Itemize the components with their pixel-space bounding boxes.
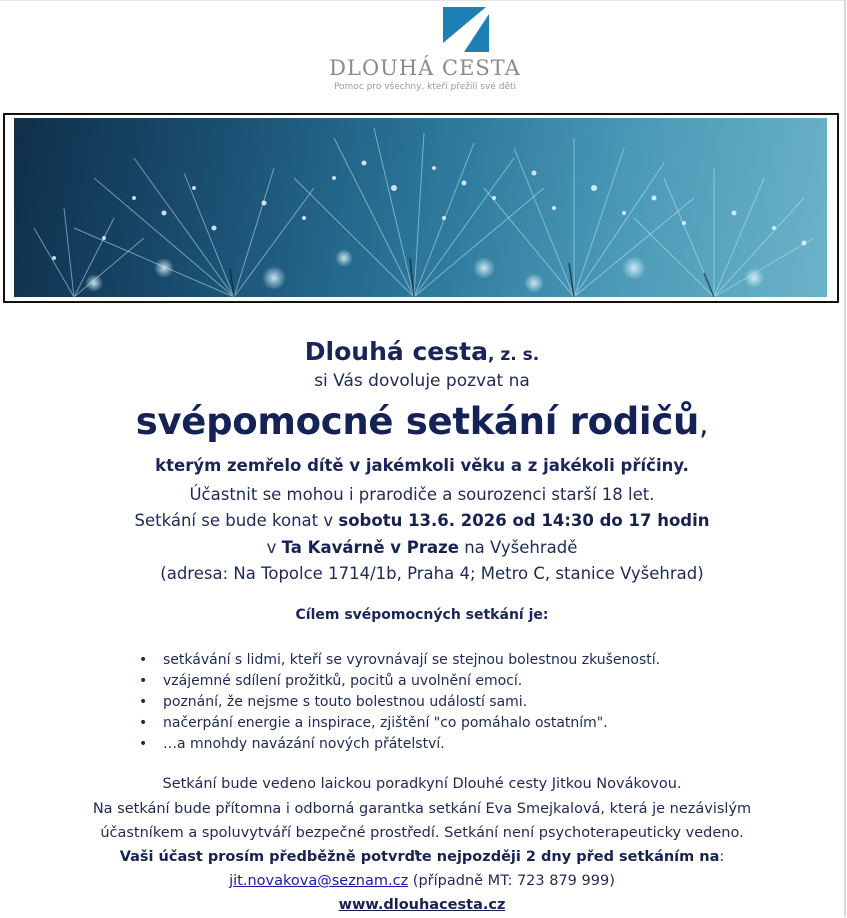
page-edge-line [844,0,846,917]
guarantor-line: Na setkání bude přítomna i odborná garantka setkání Eva Smejkalová, která je nezávislým [92,801,752,817]
goal-item: • …a mnohdy navázání nových přátelství. [130,734,660,755]
website-link[interactable]: www.dlouhacesta.cz [338,897,506,913]
invite-line: si Vás dovoluje pozvat na [314,371,530,391]
venue-suffix: na Vyšehradě [458,538,578,557]
logo [300,0,550,100]
rsvp-colon: : [719,849,725,865]
email-link[interactable]: jit.novakova@seznam.cz [229,873,409,889]
goal-item: • vzájemné sdílení prožitků, pocitů a uvolnění emocí. [130,671,660,692]
goal-item: • poznání, že nejsme s touto bolestnou událostí sami. [130,692,660,713]
event-venue-line [0,537,844,559]
org-legal-suffix: , z. s. [487,345,540,365]
event-address: (adresa: Na Topolce 1714/1b, Praha 4; Metro C, stanice Vyšehrad) [160,564,704,583]
logo-tagline: Pomoc pro všechny, kteří přežili své děti [333,82,517,92]
phone-note: (případně MT: 723 879 999) [408,873,615,889]
goals-title: Cílem svépomocných setkání je: [295,607,549,623]
date-prefix: Setkání se bude konat v [134,511,339,530]
event-subline: kterým zemřelo dítě v jakémkoli věku a z jakékoli příčiny. [155,456,689,475]
org-name: Dlouhá cesta [304,337,488,366]
rsvp-line [0,845,844,870]
event-date-line [0,510,844,532]
event-headline [0,398,844,449]
headline-text: svépomocné setkání rodičů [135,400,699,443]
logo-mark-icon [443,7,489,52]
goal-item: • načerpání energie a inspirace, zjištění "co pomáhalo ostatním". [130,713,660,734]
dandelion-droplets-illustration [14,118,827,297]
venue-prefix: v [266,538,282,557]
contact-line [0,869,844,894]
goals-list [130,650,660,755]
banner-image [14,118,827,297]
rsvp-text: Vaši účast prosím předběžně potvrďte nejpozději 2 dny před setkáním na [119,849,720,865]
organization-name [0,336,844,371]
safety-line: účastníkem a spoluvytváří bezpečné prostředí. Setkání není psychoterapeuticky vedeno. [100,825,744,841]
event-date-time: sobotu 13.6. 2026 od 14:30 do 17 hodin [338,511,710,530]
eligibility-line: Účastnit se mohou i prarodiče a sourozenci starší 18 let. [189,485,655,504]
website-line [0,893,844,918]
logo-title: DLOUHÁ CESTA [329,56,521,80]
facilitator-line: Setkání bude vedeno laickou poradkyní Dlouhé cesty Jitkou Novákovou. [162,776,682,792]
venue-name: Ta Kavárně v Praze [281,538,459,557]
goal-item: • setkávání s lidmi, kteří se vyrovnávají se stejnou bolestnou zkušeností. [130,650,660,671]
headline-comma: , [699,407,709,442]
